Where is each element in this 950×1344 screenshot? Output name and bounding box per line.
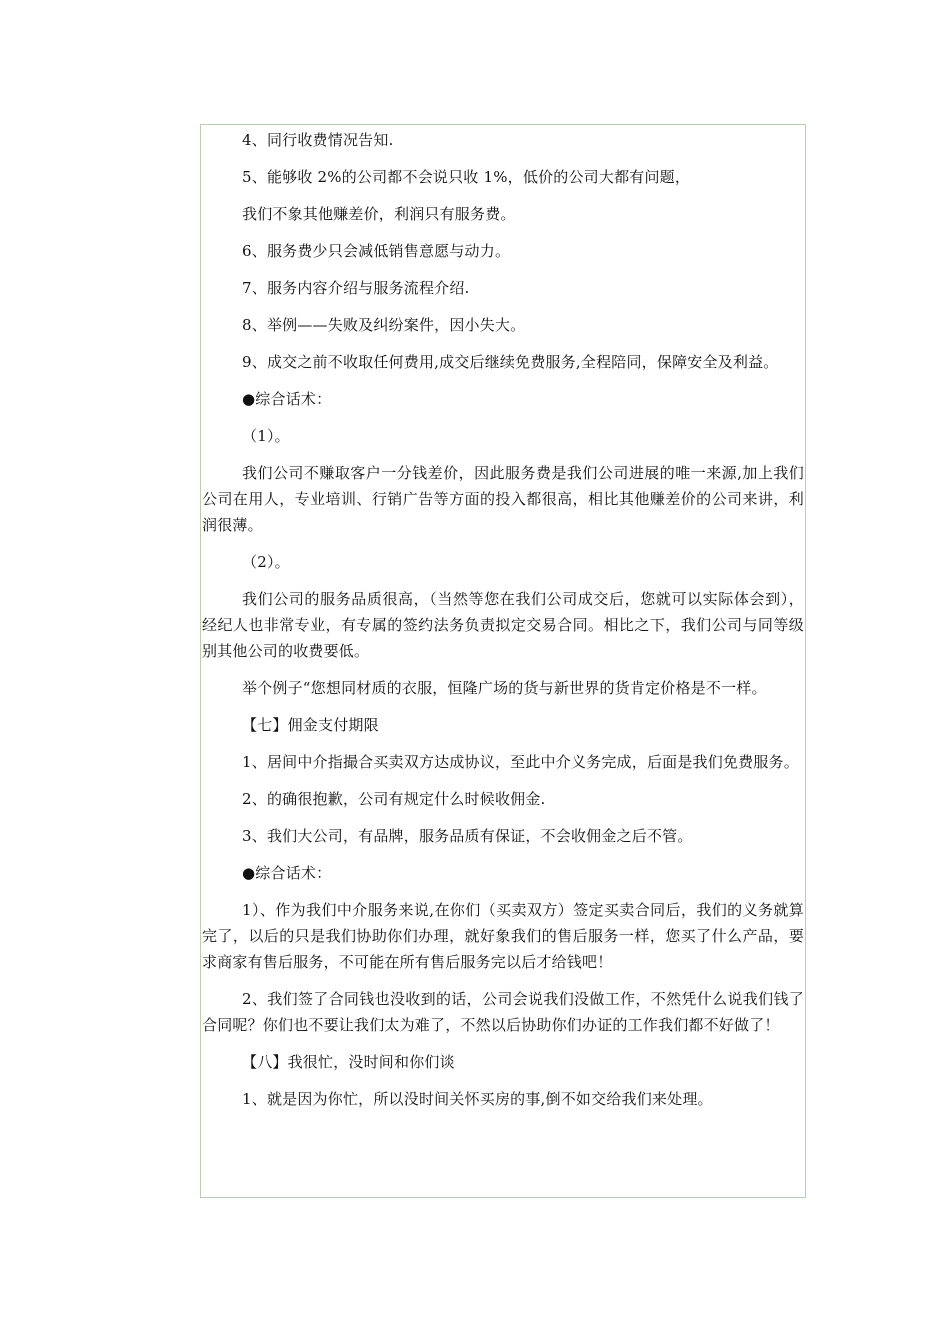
paragraph-12: 举个例子“您想同材质的衣服，恒隆广场的货与新世界的货肯定价格是不一样。 xyxy=(242,679,767,697)
paragraph-18: 1）、作为我们中介服务来说,在你们（买卖双方）签定买卖合同后，我们的义务就算完了，以后的只是我们协助你们办理，就好象我们的售后服务一样，您买了什么产品，要求商家有售后服务，不可能在所有售后服务完以后才给钱吧！ xyxy=(202,901,804,971)
paragraph-9: 我们公司不赚取客户一分钱差价，因此服务费是我们公司进展的唯一来源,加上我们公司在用人，专业培训、行销广告等方面的投入都很高，相比其他赚差价的公司来讲，利润很薄。 xyxy=(202,464,804,534)
paragraph-7: 9、成交之前不收取任何费用,成交后继续免费服务,全程陪同，保障安全及利益。 xyxy=(242,353,779,371)
paragraph-16: 3、我们大公司，有品牌，服务品质有保证，不会收佣金之后不管。 xyxy=(242,827,693,845)
paragraph-item-2: （2）。 xyxy=(242,553,290,571)
paragraph-1: 4、同行收费情况告知. xyxy=(242,131,394,149)
paragraph-14: 1、居间中介指撮合买卖双方达成协议，至此中介义务完成，后面是我们免费服务。 xyxy=(242,753,799,771)
section-heading-script: ●综合话术： xyxy=(242,390,332,408)
paragraph-19: 2、我们签了合同钱也没收到的话，公司会说我们没做工作，不然凭什么说我们钱了合同呢？你们也不要让我们太为难了，不然以后协助你们办证的工作我们都不好做了！ xyxy=(202,990,804,1034)
paragraph-6: 8、举例——失败及纠纷案件，因小失大。 xyxy=(242,316,526,334)
paragraph-21: 1、就是因为你忙，所以没时间关怀买房的事,倒不如交给我们来处理。 xyxy=(242,1090,713,1108)
document-frame xyxy=(200,124,806,1198)
section-heading-script-2: ●综合话术： xyxy=(242,864,332,882)
paragraph-2: 5、能够收 2%的公司都不会说只收 1%，低价的公司大都有问题， xyxy=(242,168,691,186)
paragraph-3: 我们不象其他赚差价，利润只有服务费。 xyxy=(242,205,516,223)
document-body xyxy=(201,125,805,1112)
paragraph-11: 我们公司的服务品质很高，（当然等您在我们公司成交后，您就可以实际体会到），经纪人也非常专业，有专属的签约法务负责拟定交易合同。相比之下，我们公司与同等级别其他公司的收费要低。 xyxy=(202,590,804,660)
section-heading-seven: 【七】佣金支付期限 xyxy=(242,716,379,734)
paragraph-item-1: （1）。 xyxy=(242,427,290,445)
section-heading-eight: 【八】我很忙，没时间和你们谈 xyxy=(242,1053,455,1071)
paragraph-15: 2、的确很抱歉，公司有规定什么时候收佣金. xyxy=(242,790,546,808)
paragraph-5: 7、服务内容介绍与服务流程介绍. xyxy=(242,279,470,297)
paragraph-4: 6、服务费少只会减低销售意愿与动力。 xyxy=(242,242,511,260)
